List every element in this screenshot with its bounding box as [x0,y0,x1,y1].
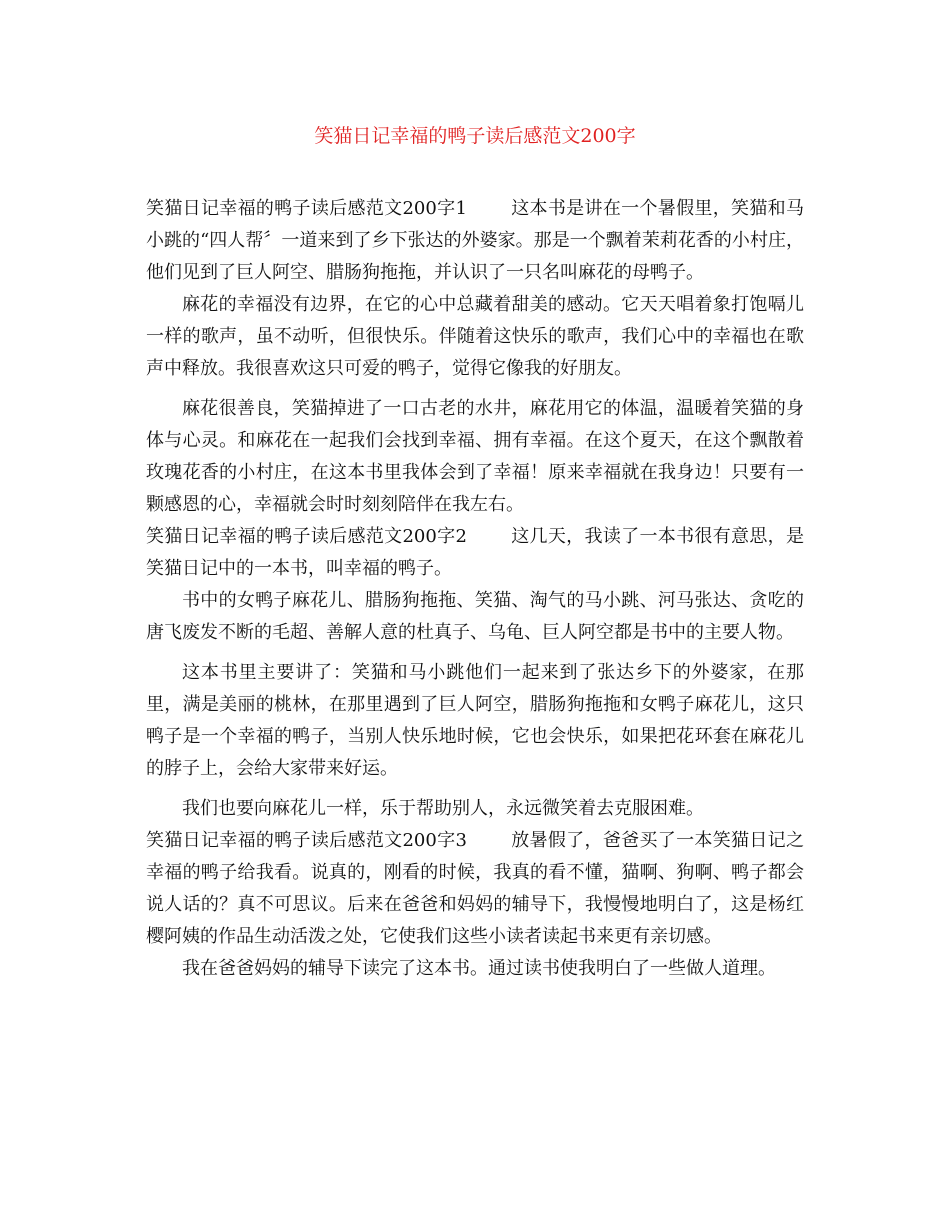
section-3-lead-text: 放暑假了，爸爸买了一本笑猫日记之幸福的鸭子给我看。说真的，刚看的时候，我真的看不懂，猫啊、狗啊、鸭子都会说人话的？真不可思议。后来在爸爸和妈妈的辅导下，我慢慢地明白了，这是杨红樱阿姨的作品生动活泼之处，它使我们这些小读者读起书来更有亲切感。 [146,830,804,947]
section-3-lead [146,825,804,953]
document-title: 笑猫日记幸福的鸭子读后感范文200字 [314,125,636,147]
section-2-lead [146,521,804,585]
section-1-lead-text: 这本书是讲在一个暑假里，笑猫和马小跳的“四人帮〞一道来到了乡下张达的外婆家。那是一个飘着茉莉花香的小村庄，他们见到了巨人阿空、腊肠狗拖拖，并认识了一只名叫麻花的母鸭子。 [146,198,804,283]
section-1-paragraph-1: 麻花的幸福没有边界，在它的心中总藏着甜美的感动。它天天唱着象打饱嗝儿一样的歌声，虽不动听，但很快乐。伴随着这快乐的歌声，我们心中的幸福也在歌声中释放。我很喜欢这只可爱的鸭子，觉得它像我的好朋友。 [146,294,804,379]
section-3-heading: 笑猫日记幸福的鸭子读后感范文200字3 [146,830,467,851]
section-2-paragraph-3: 我们也要向麻花儿一样，乐于帮助别人，永远微笑着去克服困难。 [182,798,704,819]
document-body [146,193,804,993]
section-1-lead [146,193,804,289]
section-2-paragraph-2: 这本书里主要讲了：笑猫和马小跳他们一起来到了张达乡下的外婆家，在那里，满是美丽的桃林，在那里遇到了巨人阿空，腊肠狗拖拖和女鸭子麻花儿，这只鸭子是一个幸福的鸭子，当别人快乐地时候，它也会快乐，如果把花环套在麻花儿的脖子上，会给大家带来好运。 [146,662,804,779]
section-2-paragraph-1: 书中的女鸭子麻花儿、腊肠狗拖拖、笑猫、淘气的马小跳、河马张达、贪吃的唐飞废发不断的毛超、善解人意的杜真子、乌龟、巨人阿空都是书中的主要人物。 [146,590,804,643]
section-1-heading: 笑猫日记幸福的鸭子读后感范文200字1 [146,198,467,219]
section-2-lead-text: 这几天，我读了一本书很有意思，是笑猫日记中的一本书，叫幸福的鸭子。 [146,526,804,579]
section-2-heading: 笑猫日记幸福的鸭子读后感范文200字2 [146,526,467,547]
section-1-paragraph-2: 麻花很善良，笑猫掉进了一口古老的水井，麻花用它的体温，温暖着笑猫的身体与心灵。和麻花在一起我们会找到幸福、拥有幸福。在这个夏天，在这个飘散着玫瑰花香的小村庄，在这本书里我体会到了幸福！原来幸福就在我身边！只要有一颗感恩的心，幸福就会时时刻刻陪伴在我左右。 [146,398,804,515]
section-3-paragraph-1: 我在爸爸妈妈的辅导下读完了这本书。通过读书使我明白了一些做人道理。 [182,958,776,979]
